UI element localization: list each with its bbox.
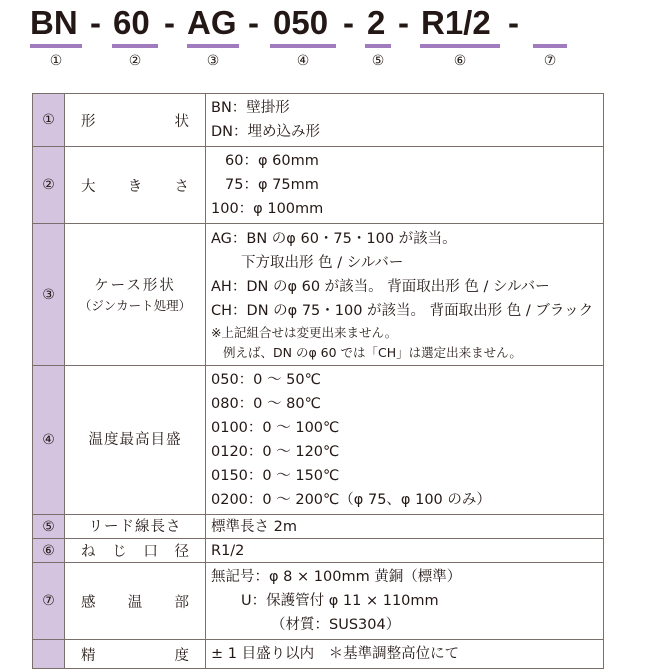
row-number: ③ [33,224,65,366]
code-segment-lead-length: 2 [367,4,386,41]
table-row [33,94,604,147]
value-line: 無記号：φ 8 × 100mm 黄銅（標準） [211,569,462,585]
code-number: ⑥ [453,53,467,69]
item-char: 径 [174,544,189,560]
table-row [33,224,604,366]
value-line: 100：φ 100mm [211,201,324,217]
code-segment-shape: BN [30,4,78,41]
item-char: 度 [174,647,189,664]
row-values [206,94,604,147]
item-char: 状 [174,113,189,130]
item-char: じ [112,544,127,560]
code-separator: - [90,4,101,41]
row-item-case [65,224,206,366]
code-separator: - [248,4,259,41]
row-item-max-scale [65,366,206,515]
model-code [0,0,660,80]
code-underline [420,44,500,48]
value-line: 75：φ 75mm [225,177,319,193]
item-subtitle: （ジンカート処理） [78,297,192,313]
code-number: ⑦ [543,53,557,69]
table-row [33,366,604,515]
note-line: ※上記組合せは変更出来ません。 [211,324,398,340]
table-row [33,515,604,539]
value-line: 標準長さ 2m [211,518,297,535]
item-char: さ [174,178,189,195]
item-title: ケース形状 [94,277,176,294]
row-number: ② [33,147,65,224]
value-line: CH：DN のφ 75・100 が該当。 背面取出形 色 / ブラック [211,302,594,319]
code-underline [112,44,158,48]
item-char: 精 [81,647,96,664]
spec-table [32,93,604,669]
item-char: 感 [81,594,96,611]
row-number: ① [33,94,65,147]
row-item-thread [65,539,206,563]
code-separator: - [398,4,409,41]
row-values [206,366,604,515]
code-underline [30,44,82,48]
value-line: 0100：0 ～ 100℃ [211,420,340,436]
row-number: ④ [33,366,65,515]
item-char: 大 [81,178,96,195]
code-segment-case: AG [187,4,237,41]
table-row [33,147,604,224]
item-char: 温 [127,594,143,611]
table-row [33,563,604,640]
item-char: き [127,178,143,195]
table-row [33,539,604,563]
value-line: DN：埋め込み形 [211,124,321,140]
row-number: ⑤ [33,515,65,539]
row-number [33,640,65,669]
value-line: U：保護管付 φ 11 × 110mm [241,593,439,609]
code-segment-max-scale: 050 [273,4,329,41]
item-char: 口 [143,544,158,560]
value-line: 080：0 ～ 80℃ [211,396,321,412]
code-number: ① [49,53,63,69]
row-item-sensor [65,563,206,640]
row-values [206,147,604,224]
code-separator: - [343,4,354,41]
item-char: 形 [81,113,96,130]
value-line: 下方取出形 色 / シルバー [241,254,404,271]
item-title: 温度最高目盛 [88,432,182,448]
code-number: ② [128,53,142,69]
code-segment-size: 60 [113,4,150,41]
value-line: AH：DN のφ 60 が該当。 背面取出形 色 / シルバー [211,278,550,295]
value-line: 050：0 ～ 50℃ [211,372,321,388]
value-line: 0120：0 ～ 120℃ [211,444,340,460]
row-item-shape [65,94,206,147]
note-line: 例えば、DN のφ 60 では「CH」は選定出来ません。 [223,344,522,360]
code-separator: - [164,4,175,41]
value-line: 60：φ 60mm [225,153,319,169]
code-underline [270,44,336,48]
code-underline [187,44,239,48]
row-item-accuracy [65,640,206,669]
value-line: 0150：0 ～ 150℃ [211,468,340,484]
item-char: 部 [174,594,189,611]
row-item-lead [65,515,206,539]
code-segment-thread: R1/2 [421,4,491,41]
value-line: BN：壁掛形 [211,100,290,116]
code-number: ③ [206,53,220,69]
code-number: ④ [296,53,310,69]
item-title: リード線長さ [88,518,182,535]
table-row [33,640,604,669]
value-line: ± 1 目盛り以内 ＊基準調整高位にて [211,646,460,662]
value-line: R1/2 [211,542,245,559]
item-char: ね [81,544,96,560]
code-separator: - [508,4,519,41]
row-number: ⑥ [33,539,65,563]
row-values [206,563,604,640]
value-line: AG：BN のφ 60・75・100 が該当。 [211,230,457,247]
value-line: 0200：0 ～ 200℃（φ 75、φ 100 のみ） [211,492,491,508]
row-values [206,640,604,669]
code-underline [533,44,567,48]
row-item-size [65,147,206,224]
row-values [206,224,604,366]
code-underline [365,44,391,48]
row-number: ⑦ [33,563,65,640]
value-line: （材質：SUS304） [271,617,401,633]
row-values [206,539,604,563]
row-values [206,515,604,539]
code-number: ⑤ [371,53,385,69]
